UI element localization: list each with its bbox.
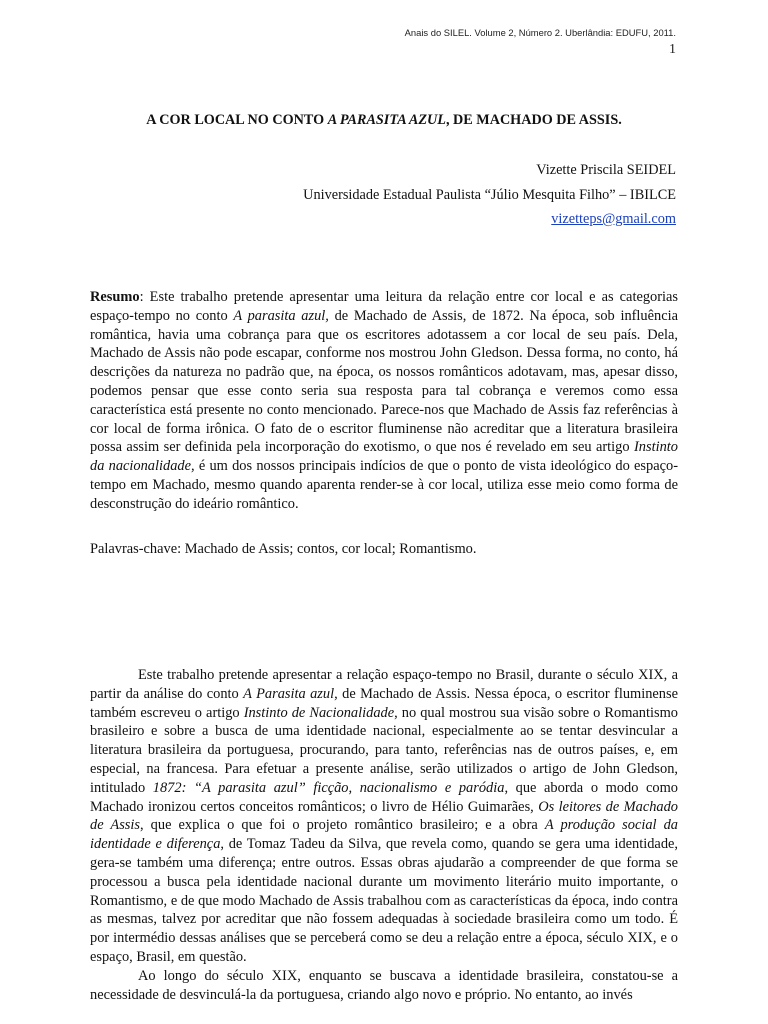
abstract-italic-1: A parasita azul, xyxy=(233,307,329,324)
author-affiliation: Universidade Estadual Paulista “Júlio Mesquita Filho” – IBILCE xyxy=(303,187,676,203)
page-number: 1 xyxy=(669,42,676,57)
p1-italic-4: Os leitores de Machado de Assis xyxy=(90,798,678,834)
p1-text-3: , no qual mostrou sua visão sobre o Romantismo brasileiro e sobre a busca de uma identidade nacional, especialmente ao se tentar desvincular a literatura brasileira da portuguesa, procurando, para tanto, referências nas de outros países, e, em especial, na francesa. Para efetuar a presente análise, serão utilizados o artigo de John Gledson, intitulado xyxy=(90,704,678,796)
main-body xyxy=(90,666,678,1004)
title-part-1: A COR LOCAL NO CONTO xyxy=(146,112,328,128)
paper-title xyxy=(90,112,678,129)
p1-italic-3: 1872: “A parasita azul” ficção, nacionalismo e paródia xyxy=(152,779,505,796)
p1-text-5: , que explica o que foi o projeto romântico brasileiro; e a obra xyxy=(140,817,545,834)
p1-italic-2: Instinto de Nacionalidade xyxy=(243,704,395,721)
running-head: Anais do SILEL. Volume 2, Número 2. Uberlândia: EDUFU, 2011. xyxy=(404,27,676,38)
author-email-link[interactable]: vizetteps@gmail.com xyxy=(551,211,676,227)
p1-text-1: Este trabalho pretende apresentar a relação espaço-tempo no Brasil, durante o século XIX, a partir da análise do conto xyxy=(90,667,678,702)
p1-italic-1: A Parasita azul xyxy=(243,685,335,702)
abstract-text-1: : Este trabalho pretende apresentar uma leitura da relação entre cor local e as categorias espaço-tempo no conto xyxy=(90,289,678,324)
abstract-paragraph xyxy=(90,288,678,514)
p1-text-6: , de Tomaz Tadeu da Silva, que revela como, quando se gera uma identidade, gera-se também uma diferença; entre outros. Essas obras ajudarão a compreender de que forma se processou a busca pela identidade nacional durante um movimento literário muito importante, o Romantismo, e de que modo Machado de Assis trabalhou com as características da época, indo contra as mesmas, talvez por acreditar que não fossem adequadas à sociedade brasileira como um todo. É por intermédio dessas análises que se perceberá como se deu a relação entre a época, século XIX, e o espaço, Brasil, em questão. xyxy=(90,836,678,965)
title-part-2: , DE MACHADO DE ASSIS. xyxy=(445,112,622,128)
author-name: Vizette Priscila SEIDEL xyxy=(536,162,676,178)
abstract-text-3: é um dos nossos principais indícios de que o ponto de vista ideológico do espaço-tempo em Machado, mesmo quando aparenta render-se à cor local, utiliza esse meio como forma de desconstrução do ideário romântico. xyxy=(90,458,678,512)
p1-text-2: , de Machado de Assis. Nessa época, o escritor fluminense também escreveu o artigo xyxy=(90,685,678,721)
body-paragraph-1 xyxy=(90,666,678,967)
p1-text-4: , que aborda o modo como Machado ironizou certos conceitos românticos; o livro de Hélio Guimarães, xyxy=(90,779,678,815)
keywords xyxy=(90,540,678,559)
p1-italic-5: A produção social da identidade e diferença xyxy=(90,817,679,853)
abstract-label: Resumo xyxy=(90,289,140,305)
abstract-italic-2: Instinto da nacionalidade, xyxy=(90,439,678,475)
keywords-text: Palavras-chave: Machado de Assis; contos, cor local; Romantismo. xyxy=(90,541,477,557)
abstract-text-2: de Machado de Assis, de 1872. Na época, sob influência romântica, havia uma cobrança para que os escritores adotassem a cor local de seu país. Dela, Machado de Assis não pode escapar, conforme nos mostrou John Gledson. Dessa forma, no conto, há descrições da natureza no padrão que, na época, os nossos românticos adotavam, mas, apesar disso, podemos pensar que esse conto seria sua resposta para tal cobrança e veremos como essa característica está presente no conto mencionado. Parece-nos que Machado de Assis faz referências à cor local de forma irônica. O fato de o escritor fluminense não acreditar que a literatura brasileira possa assim ser definida pela incorporação do exotismo, o que nos é revelado em seu artigo xyxy=(90,307,678,456)
title-italic: A PARASITA AZUL xyxy=(327,112,446,128)
abstract xyxy=(90,288,678,514)
body-paragraph-2: Ao longo do século XIX, enquanto se buscava a identidade brasileira, constatou-se a necessidade de desvinculá-la da portuguesa, criando algo novo e próprio. No entanto, ao invés xyxy=(90,967,678,1003)
